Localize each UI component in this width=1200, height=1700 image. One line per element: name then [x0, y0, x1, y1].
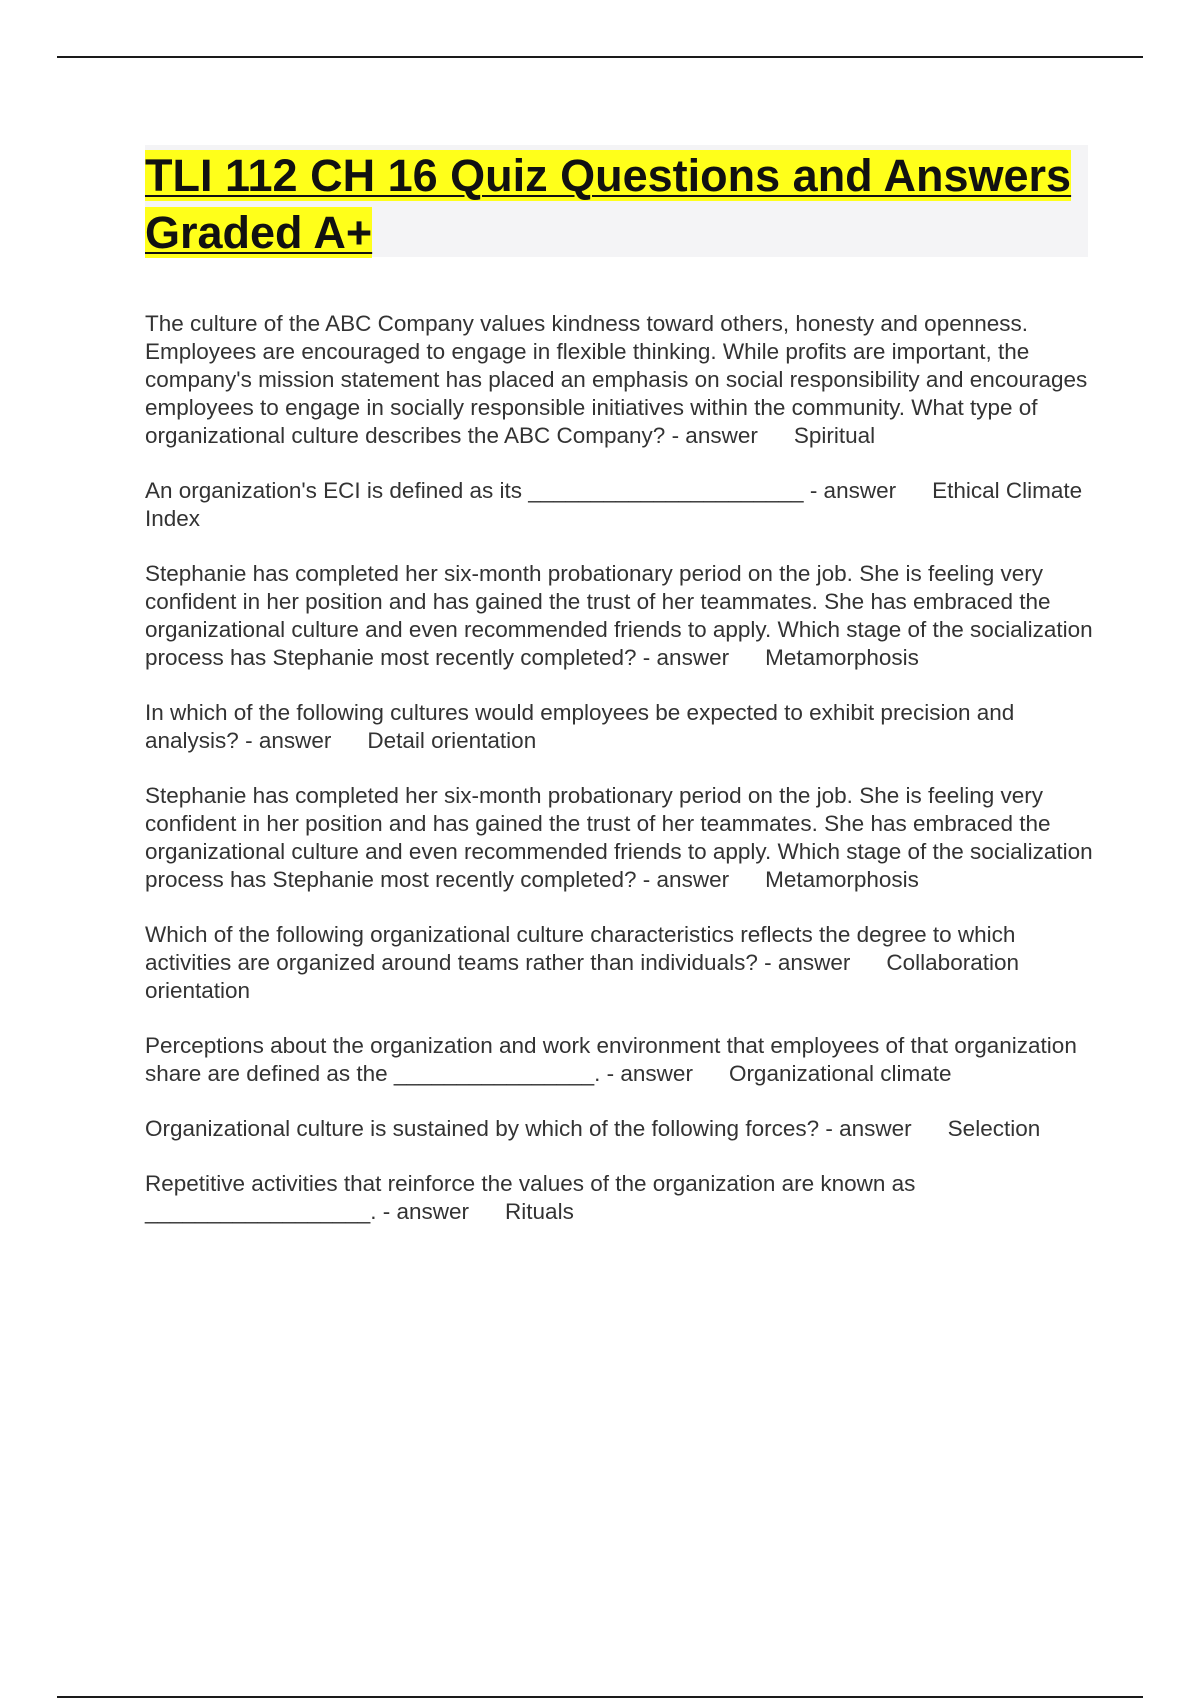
question-text: In which of the following cultures would employees be expected to exhibit precision and analysis?: [145, 700, 1015, 753]
question-text: Organizational culture is sustained by which of the following forces?: [145, 1116, 820, 1141]
answer-text: Ethical Climate Index: [145, 478, 1083, 531]
answer-text: Collaboration orientation: [145, 950, 1019, 1003]
answer-marker: - answer: [764, 950, 851, 975]
qa-item: [145, 1115, 1095, 1143]
qa-item: [145, 699, 1095, 755]
qa-item: [145, 921, 1095, 1005]
answer-text: Selection: [947, 1116, 1041, 1141]
top-rule: [57, 56, 1143, 58]
qa-item: [145, 477, 1095, 533]
answer-marker: - answer: [825, 1116, 912, 1141]
qa-item: [145, 1032, 1095, 1088]
answer-marker: - answer: [642, 867, 730, 892]
qa-item: [145, 560, 1095, 672]
question-text: Stephanie has completed her six-month probationary period on the job. She is feeling very confident in her position and has gained the trust of her teammates. She has embraced the organizational culture and even recommended friends to apply. Which stage of the socialization process has Stephanie most recently completed?: [145, 783, 1093, 892]
answer-text: Organizational climate: [728, 1061, 952, 1086]
question-text: Repetitive activities that reinforce the values of the organization are known as __________________.: [145, 1171, 916, 1224]
answer-text: Metamorphosis: [765, 867, 919, 892]
answer-text: Detail orientation: [367, 728, 537, 753]
question-text: Stephanie has completed her six-month probationary period on the job. She is feeling very confident in her position and has gained the trust of her teammates. She has embraced the organizational culture and even recommended friends to apply. Which stage of the socialization process has Stephanie most recently completed?: [145, 561, 1093, 670]
bottom-rule: [57, 1696, 1143, 1698]
qa-item: [145, 310, 1095, 450]
qa-item: [145, 1170, 1095, 1226]
question-text: Perceptions about the organization and work environment that employees of that organization share are defined as the ________________.: [145, 1033, 1077, 1086]
question-text: Which of the following organizational culture characteristics reflects the degree to which activities are organized around teams rather than individuals?: [145, 922, 1016, 975]
answer-text: Spiritual: [793, 423, 876, 448]
question-text: The culture of the ABC Company values kindness toward others, honesty and openness. Employees are encouraged to engage in flexible thinking. While profits are important, the company's mission statement has placed an emphasis on social responsibility and encourages employees to engage in socially responsible initiatives within the community. What type of organizational culture describes the ABC Company?: [145, 311, 1088, 448]
answer-marker: - answer: [809, 478, 897, 503]
document-title: TLI 112 CH 16 Quiz Questions and Answers Graded A+: [145, 150, 1072, 258]
title-block: [145, 145, 1088, 257]
qa-item: [145, 782, 1095, 894]
answer-marker: - answer: [606, 1061, 693, 1086]
question-text: An organization's ECI is defined as its ______________________: [145, 478, 804, 503]
answer-text: Rituals: [505, 1199, 574, 1224]
answer-marker: - answer: [671, 423, 758, 448]
answer-text: Metamorphosis: [765, 645, 919, 670]
qa-list: [145, 310, 1095, 1253]
answer-marker: - answer: [642, 645, 730, 670]
answer-marker: - answer: [245, 728, 332, 753]
answer-marker: - answer: [382, 1199, 470, 1224]
